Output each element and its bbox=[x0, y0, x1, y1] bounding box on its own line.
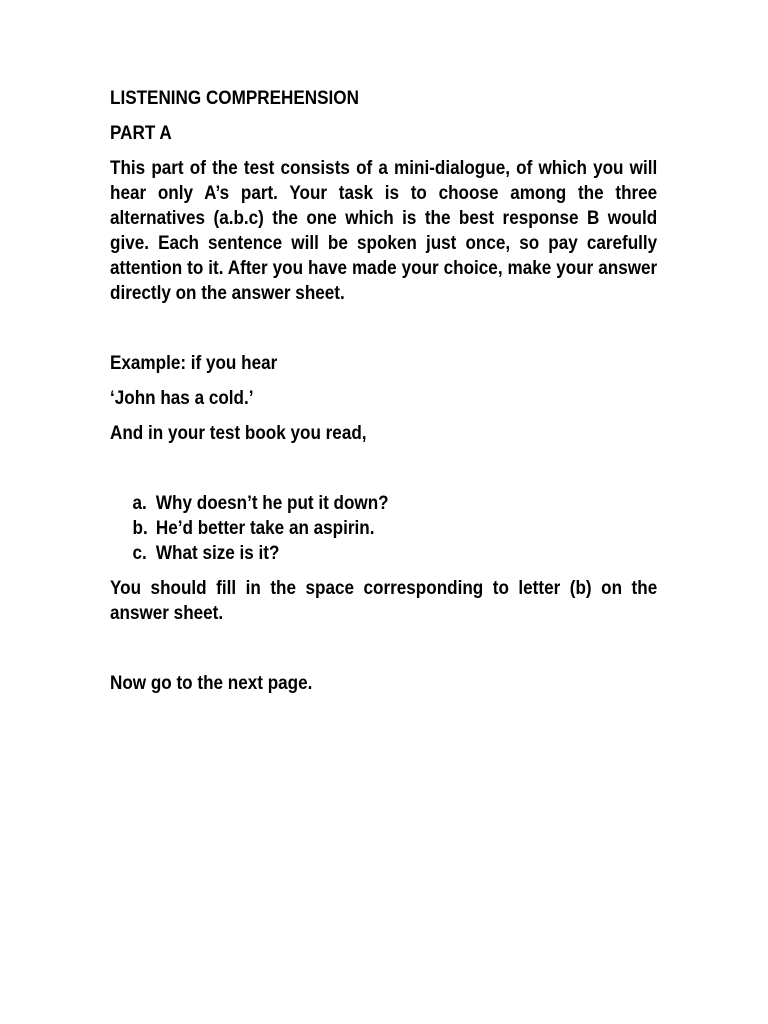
example-quote: ‘John has a cold.’ bbox=[110, 388, 254, 409]
option-letter: b. bbox=[132, 518, 148, 539]
option-letter: c. bbox=[132, 543, 147, 564]
option-letter: a. bbox=[132, 493, 147, 514]
instructions-paragraph: This part of the test consists of a mini-dialogue, of which you will hear only A’s part. Your task is to choose among the three alternatives (a.b.c) the one which is the best response B would give. Each sentence will be spoken just once, so pay carefully attention to it. After you have made your choice, make your answer directly on the answer sheet. bbox=[110, 158, 658, 304]
answer-option-b bbox=[110, 516, 657, 541]
part-label: PART A bbox=[110, 123, 172, 144]
spacer bbox=[110, 456, 657, 491]
option-text: Why doesn’t he put it down? bbox=[155, 493, 389, 514]
spacer bbox=[110, 316, 657, 351]
document-page bbox=[110, 86, 657, 706]
example-intro: Example: if you hear bbox=[110, 353, 278, 374]
section-heading: LISTENING COMPREHENSION bbox=[110, 88, 359, 109]
option-text: He’d better take an aspirin. bbox=[155, 518, 375, 539]
footer-note: Now go to the next page. bbox=[110, 673, 313, 694]
answer-options-list bbox=[110, 491, 657, 566]
option-text: What size is it? bbox=[155, 543, 280, 564]
answer-note: You should fill in the space corresponding to letter (b) on the answer sheet. bbox=[110, 578, 658, 624]
spacer bbox=[110, 636, 657, 671]
example-read-line: And in your test book you read, bbox=[110, 423, 367, 444]
answer-option-a bbox=[110, 491, 657, 516]
answer-option-c bbox=[110, 541, 657, 566]
